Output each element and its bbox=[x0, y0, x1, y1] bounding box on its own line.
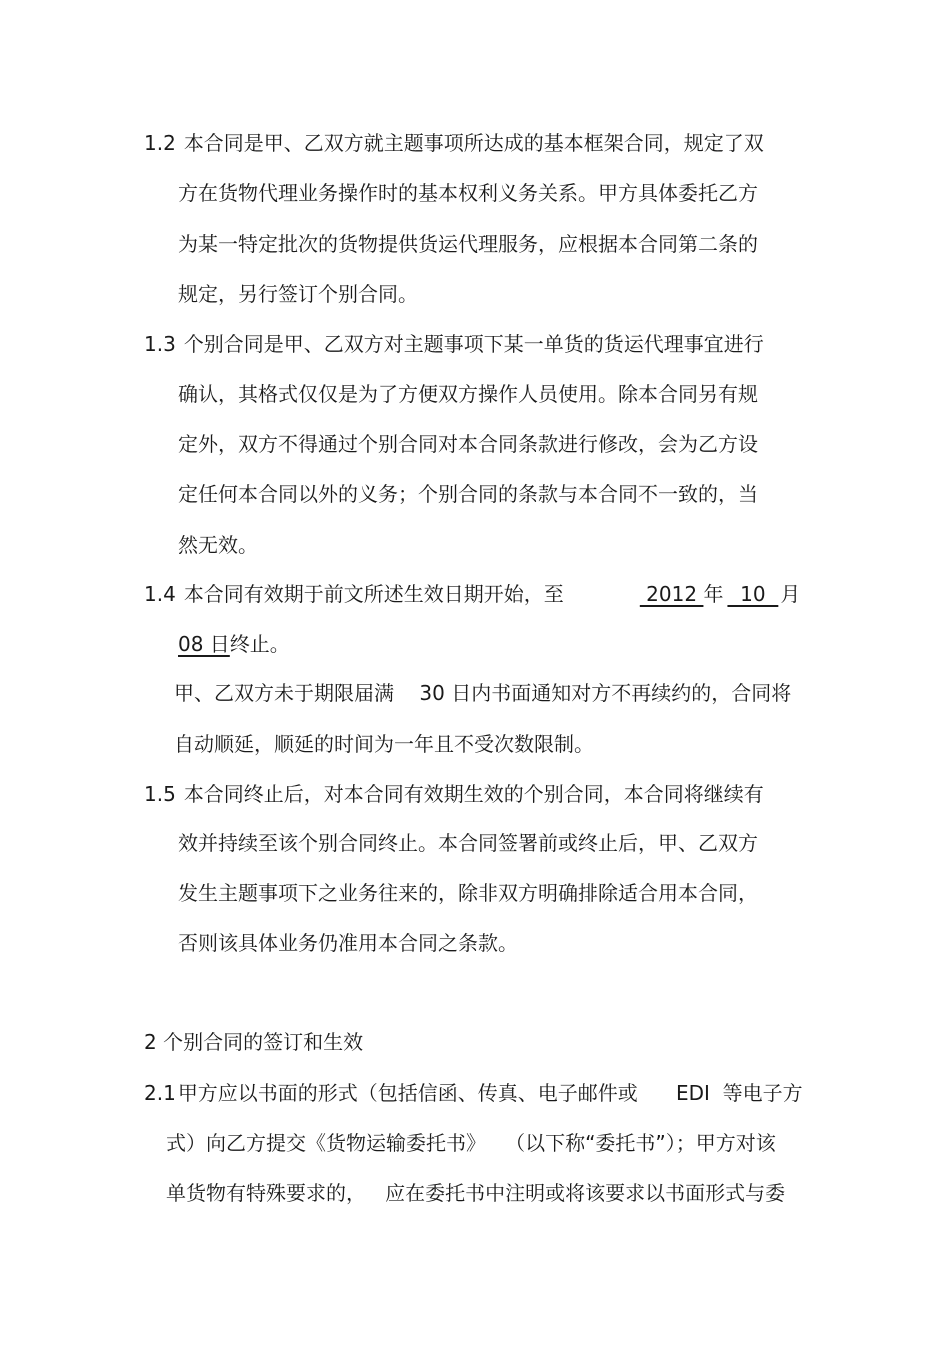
section-2-heading: 2 个别合同的签订和生效 bbox=[144, 1030, 364, 1054]
clause-1-5-line-1: 1.5 本合同终止后，对本合同有效期生效的个别合同，本合同将继续有 bbox=[144, 782, 764, 806]
end-month-field: 10 bbox=[727, 582, 779, 606]
end-year-field: 2012 bbox=[639, 582, 704, 606]
clause-1-4-line-2: 08 日终止。 bbox=[178, 632, 290, 656]
clause-2-1-line-1: 2.1 甲方应以书面的形式（包括信函、传真、电子邮件或 EDI 等电子方 bbox=[144, 1081, 803, 1105]
clause-1-5-line-4: 否则该具体业务仍准用本合同之条款。 bbox=[178, 931, 518, 955]
clause-1-2-line-2: 方在货物代理业务操作时的基本权利义务关系。甲方具体委托乙方 bbox=[178, 181, 758, 205]
clause-1-3-line-1: 1.3 个别合同是甲、乙双方对主题事项下某一单货的货运代理事宜进行 bbox=[144, 332, 764, 356]
clause-1-3-line-4: 定任何本合同以外的义务；个别合同的条款与本合同不一致的，当 bbox=[178, 482, 758, 506]
clause-1-4-line-1: 1.4 本合同有效期于前文所述生效日期开始，至 2012 年 10 月 bbox=[144, 582, 801, 606]
clause-1-4-line-4: 自动顺延，顺延的时间为一年且不受次数限制。 bbox=[174, 732, 594, 756]
clause-number: 1.2 bbox=[144, 131, 176, 155]
clause-1-2-line-3: 为某一特定批次的货物提供货运代理服务，应根据本合同第二条的 bbox=[178, 232, 758, 256]
clause-1-2-line-4: 规定，另行签订个别合同。 bbox=[178, 282, 418, 306]
clause-number: 2.1 bbox=[144, 1081, 176, 1105]
clause-1-5-line-3: 发生主题事项下之业务往来的，除非双方明确排除适合用本合同， bbox=[178, 881, 758, 905]
clause-1-5-line-2: 效并持续至该个别合同终止。本合同签署前或终止后，甲、乙双方 bbox=[178, 831, 758, 855]
clause-2-1-line-2: 式）向乙方提交《货物运输委托书》 （以下称“委托书”）；甲方对该 bbox=[166, 1131, 776, 1155]
clause-1-3-line-3: 定外，双方不得通过个别合同对本合同条款进行修改，会为乙方设 bbox=[178, 432, 758, 456]
clause-2-1-line-3: 单货物有特殊要求的， 应在委托书中注明或将该要求以书面形式与委 bbox=[166, 1181, 786, 1205]
clause-number: 1.5 bbox=[144, 782, 176, 806]
clause-1-4-line-3: 甲、乙双方未于期限届满 30 日内书面通知对方不再续约的，合同将 bbox=[174, 681, 792, 705]
clause-1-3-line-2: 确认，其格式仅仅是为了方便双方操作人员使用。除本合同另有规 bbox=[178, 382, 758, 406]
clause-1-2-line-1: 1.2 本合同是甲、乙双方就主题事项所达成的基本框架合同，规定了双 bbox=[144, 131, 764, 155]
clause-number: 1.4 bbox=[144, 582, 176, 606]
clause-number: 1.3 bbox=[144, 332, 176, 356]
end-day-field: 08 日 bbox=[178, 632, 230, 656]
clause-1-3-line-5: 然无效。 bbox=[178, 533, 258, 557]
